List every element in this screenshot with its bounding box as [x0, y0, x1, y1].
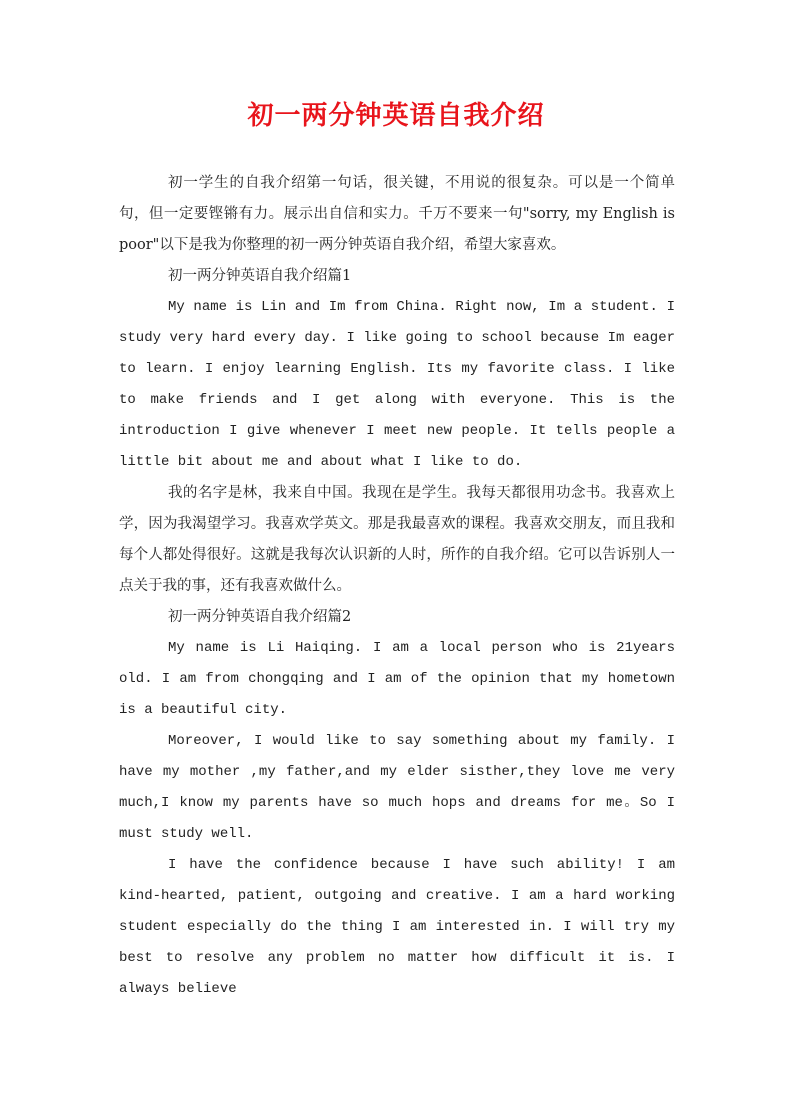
intro-paragraph: 初一学生的自我介绍第一句话，很关键，不用说的很复杂。可以是一个简单句，但一定要铿锵有力。展示出自信和实力。千万不要来一句"sorry, my English is poor"以下是我为你整理的初一两分钟英语自我介绍，希望大家喜欢。: [119, 175, 675, 253]
section-1-chinese-paragraph: 我的名字是林，我来自中国。我现在是学生。我每天都很用功念书。我喜欢上学，因为我渴望学习。我喜欢学英文。那是我最喜欢的课程。我喜欢交朋友，而且我和每个人都处得很好。这就是我每次认识新的人时，所作的自我介绍。它可以告诉别人一点关于我的事，还有我喜欢做什么。: [119, 485, 675, 594]
section-1-english-paragraph: My name is Lin and Im from China. Right now, Im a student. I study very hard every day. I like going to school because Im eager to learn. I enjoy learning English. Its my favorite class. I like to make friends and I get along with everyone. This is the introduction I give whenever I meet new people. It tells people a little bit about me and about what I like to do.: [119, 299, 675, 470]
document-title: 初一两分钟英语自我介绍: [247, 101, 545, 131]
section-2-paragraph-2: Moreover, I would like to say something about my family. I have my mother ,my father,and my elder sisther,they love me very much,I know my parents have so much hops and dreams for me。So I must study well.: [119, 733, 675, 842]
section-1-heading: 初一两分钟英语自我介绍篇1: [168, 268, 352, 284]
section-2-paragraph-3: I have the confidence because I have such ability! I am kind-hearted, patient, outgoing and creative. I am a hard working student especially do the thing I am interested in. I will try my best to resolve any problem no matter how difficult it is. I always believe: [119, 857, 675, 997]
document-body: [119, 168, 675, 1005]
section-2-paragraph-1: My name is Li Haiqing. I am a local person who is 21years old. I am from chongqing and I am of the opinion that my hometown is a beautiful city.: [119, 640, 675, 718]
section-2-heading: 初一两分钟英语自我介绍篇2: [168, 609, 352, 625]
